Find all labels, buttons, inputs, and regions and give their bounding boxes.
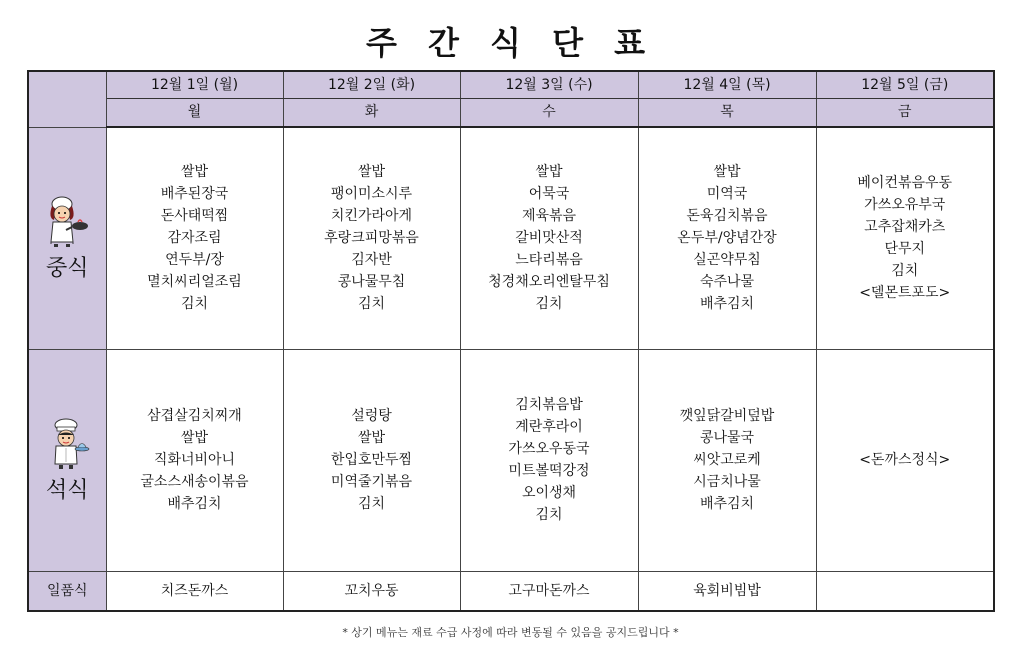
menu-item: 배추김치	[167, 496, 222, 512]
lunch-menu-cell	[638, 127, 816, 349]
day-header: 금	[816, 98, 994, 127]
menu-item: 미트볼떡강정	[508, 463, 590, 479]
menu-item: <돈까스정식>	[859, 452, 951, 468]
date-header: 12월 3일 (수)	[460, 71, 638, 98]
date-header-row	[28, 71, 994, 98]
menu-item: 후랑크피망볶음	[324, 230, 419, 247]
menu-item: 김치	[180, 296, 209, 313]
menu-item: 씨앗고로케	[693, 452, 761, 468]
special-menu-cell: 꼬치우동	[283, 571, 460, 611]
day-header: 수	[460, 98, 638, 127]
menu-item: 미역국	[706, 186, 748, 203]
menu-item: 설렁탕	[351, 408, 392, 424]
menu-item: 오이생채	[521, 485, 577, 501]
menu-item: 감자조림	[167, 230, 222, 247]
menu-item: 돈사태떡찜	[160, 208, 229, 225]
dinner-label-cell	[28, 349, 106, 571]
date-header: 12월 4일 (목)	[638, 71, 816, 98]
dinner-menu-cell	[106, 349, 283, 571]
lunch-menu-cell	[106, 127, 283, 349]
menu-item: 쌀밥	[713, 164, 741, 181]
menu-item: 숙주나물	[699, 274, 755, 291]
menu-item: 삼겹살김치찌개	[147, 408, 242, 424]
menu-item: 한입호만두찜	[330, 452, 413, 468]
menu-item: 가쓰오유부국	[864, 197, 946, 214]
menu-item: 굴소스새송이볶음	[140, 474, 249, 490]
menu-item: 온두부/양념간장	[677, 230, 777, 247]
lunch-menu-cell	[283, 127, 460, 349]
menu-item: 고추잡채카츠	[864, 219, 946, 236]
special-label: 일품식	[28, 571, 106, 611]
menu-item: 시금치나물	[693, 474, 761, 490]
menu-item: 느타리볶음	[515, 252, 583, 269]
menu-item: 배추김치	[699, 296, 755, 313]
menu-item: 쌀밥	[180, 164, 209, 181]
menu-item: 콩나물국	[699, 430, 755, 446]
menu-item: 쌀밥	[357, 430, 386, 446]
date-header: 12월 2일 (화)	[283, 71, 460, 98]
menu-item: 베이컨볶음우동	[857, 175, 953, 192]
dinner-menu-cell	[638, 349, 816, 571]
day-header: 월	[106, 98, 283, 127]
menu-item: 김치	[535, 507, 563, 523]
lunch-label: 중식	[45, 256, 89, 281]
menu-item: 김치	[357, 496, 386, 512]
menu-item: 김자반	[351, 252, 392, 269]
menu-item: 미역줄기볶음	[330, 474, 413, 490]
menu-item: 쌀밥	[535, 164, 563, 181]
date-header: 12월 5일 (금)	[816, 71, 994, 98]
dinner-menu-cell	[816, 349, 994, 571]
day-header: 목	[638, 98, 816, 127]
menu-item: <델몬트포도>	[859, 285, 951, 302]
menu-item: 멸치씨리얼조림	[147, 274, 242, 291]
menu-item: 어묵국	[528, 186, 570, 203]
lunch-label-cell	[28, 127, 106, 349]
menu-item: 제육볶음	[521, 208, 577, 225]
special-menu-cell: 고구마돈까스	[460, 571, 638, 611]
menu-item: 쌀밥	[357, 164, 386, 181]
menu-item: 김치	[891, 263, 919, 280]
menu-item: 직화너비아니	[153, 452, 236, 468]
special-menu-cell: 육회비빔밥	[638, 571, 816, 611]
menu-item: 콩나물무침	[337, 274, 406, 291]
menu-item: 쌀밥	[180, 430, 209, 446]
dinner-row	[28, 349, 994, 571]
lunch-menu-cell	[460, 127, 638, 349]
menu-item: 김치	[535, 296, 563, 313]
special-menu-cell	[816, 571, 994, 611]
dinner-menu-cell	[460, 349, 638, 571]
day-header-row	[28, 98, 994, 127]
menu-item: 치킨가라아게	[330, 208, 413, 225]
special-menu-cell: 치즈돈까스	[106, 571, 283, 611]
lunch-menu-cell	[816, 127, 994, 349]
dinner-label: 석식	[45, 478, 89, 503]
weekly-menu-table	[27, 70, 995, 612]
menu-item: 연두부/장	[165, 252, 224, 269]
menu-item: 배추된장국	[160, 186, 229, 203]
footnote: * 상기 메뉴는 재료 수급 사정에 따라 변동될 수 있음을 공지드립니다 *	[342, 626, 679, 639]
menu-item: 김치	[357, 296, 386, 313]
day-header: 화	[283, 98, 460, 127]
special-row	[28, 571, 994, 611]
date-header: 12월 1일 (월)	[106, 71, 283, 98]
corner-cell	[28, 71, 106, 127]
page-title: 주 간 식 단 표	[365, 24, 656, 62]
chef-serving-icon	[44, 418, 90, 470]
menu-item: 깻잎닭갈비덮밥	[679, 408, 775, 424]
menu-item: 청경채오리엔탈무침	[488, 274, 610, 291]
menu-item: 단무지	[884, 241, 926, 258]
menu-item: 돈육김치볶음	[686, 208, 768, 225]
menu-item: 팽이미소시루	[330, 186, 413, 203]
menu-item: 실곤약무침	[693, 252, 761, 269]
menu-item: 계란후라이	[515, 419, 583, 435]
lunch-row	[28, 127, 994, 349]
menu-item: 가쓰오우동국	[508, 441, 590, 457]
menu-item: 김치볶음밥	[515, 397, 583, 413]
menu-item: 갈비맛산적	[515, 230, 583, 247]
dinner-menu-cell	[283, 349, 460, 571]
chef-frying-pan-icon	[44, 196, 90, 248]
menu-item: 배추김치	[699, 496, 755, 512]
